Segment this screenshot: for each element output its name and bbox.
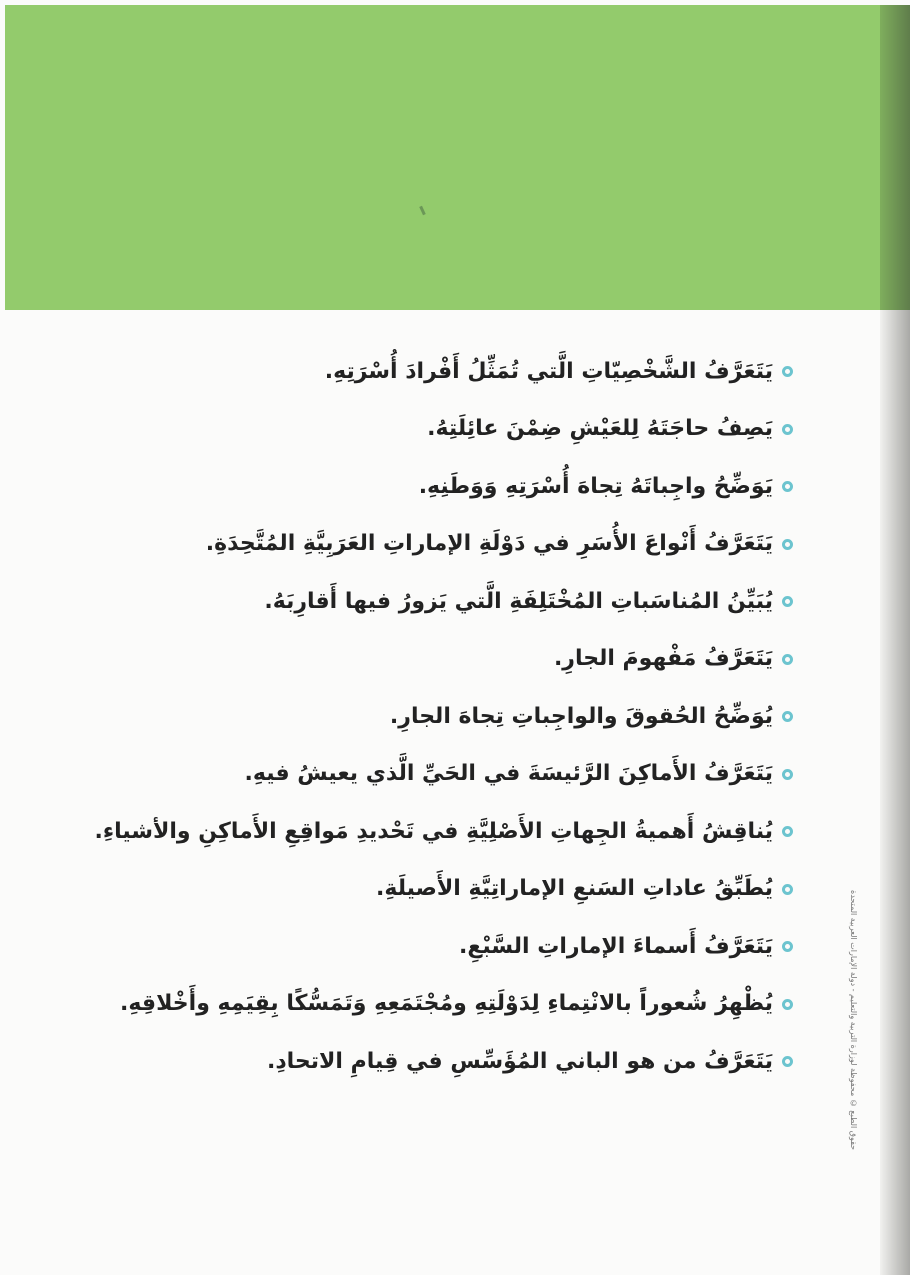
circle-bullet-icon: [782, 539, 793, 550]
objective-item: [153, 573, 793, 631]
objective-item: [153, 746, 793, 804]
circle-bullet-icon: [782, 1056, 793, 1067]
circle-bullet-icon: [782, 481, 793, 492]
circle-bullet-icon: [782, 826, 793, 837]
objective-item: [153, 401, 793, 459]
objective-text: يَتَعَرَّفُ مَفْهومَ الجارِ.: [553, 646, 773, 672]
objective-text: يَتَعَرَّفُ من هو الباني المُؤَسِّسِ في قِيامِ الاتحادِ.: [267, 1048, 773, 1074]
objective-text: يَتَعَرَّفُ الأَماكِنَ الرَّئيسَةَ في الحَيِّ الَّذي يعيشُ فيهِ.: [244, 761, 773, 787]
page-binding-shadow: [880, 310, 910, 1275]
objective-item: [153, 918, 793, 976]
objective-text: يُظْهِرُ شُعوراً بالانْتِماءِ لِدَوْلَتِهِ ومُجْتَمَعِهِ وَتَمَسُّكًا بِقِيَمِهِ وأَخْلاقِهِ.: [119, 991, 773, 1017]
objective-text: يُطَبِّقُ عاداتِ السَنعِ الإماراتِيَّةِ الأَصيلَةِ.: [376, 876, 773, 902]
objective-text: يُبَيِّنُ المُناسَباتِ المُخْتَلِفَةِ الَّتي يَزورُ فيها أَقارِبَهُ.: [264, 588, 773, 614]
objective-text: يَتَعَرَّفُ أَنْواعَ الأُسَرِ في دَوْلَةِ الإماراتِ العَرَبِيَّةِ المُتَّحِدَةِ.: [205, 531, 773, 557]
objective-item: [153, 861, 793, 919]
circle-bullet-icon: [782, 941, 793, 952]
header-band: [5, 5, 880, 310]
circle-bullet-icon: [782, 654, 793, 665]
circle-bullet-icon: [782, 424, 793, 435]
objective-item: [94, 803, 793, 861]
circle-bullet-icon: [782, 884, 793, 895]
circle-bullet-icon: [782, 999, 793, 1010]
header-band-edge: [880, 5, 910, 310]
objective-item: [153, 343, 793, 401]
objective-text: يَصِفُ حاجَتَهُ لِلعَيْشِ ضِمْنَ عائِلَتِهُ.: [427, 416, 773, 442]
circle-bullet-icon: [782, 366, 793, 377]
objective-text: يُوَضِّحُ الحُقوقَ والواجِباتِ تِجاهَ الجارِ.: [389, 703, 773, 729]
objective-item: [153, 688, 793, 746]
objective-text: يَتَعَرَّفُ أَسماءَ الإماراتِ السَّبْعِ.: [459, 933, 773, 959]
circle-bullet-icon: [782, 711, 793, 722]
circle-bullet-icon: [782, 769, 793, 780]
circle-bullet-icon: [782, 596, 793, 607]
objective-text: يَتَعَرَّفُ الشَّخْصِيّاتِ الَّتي تُمَثِّلُ أَفْرادَ أُسْرَتِهِ.: [324, 358, 773, 384]
objective-item: [153, 631, 793, 689]
objective-item: [153, 516, 793, 574]
objective-text: يَوَضِّحُ واجِباتَهُ تِجاهَ أُسْرَتِهِ وَوَطَنِهِ.: [418, 473, 773, 499]
objective-item: [153, 458, 793, 516]
objectives-list: [94, 343, 793, 1091]
objective-text: يُناقِشُ أَهميةُ الجِهاتِ الأَصْلِيَّةِ في تَحْديدِ مَواقِعِ الأَماكِنِ والأشياءِ.: [94, 818, 773, 844]
objective-item: [153, 1033, 793, 1091]
copyright-note: حقوق الطبع © محفوظة لوزارة التربية والتعليم - دولة الإمارات العربية المتحدة: [849, 889, 858, 1150]
objective-item: [119, 976, 793, 1034]
